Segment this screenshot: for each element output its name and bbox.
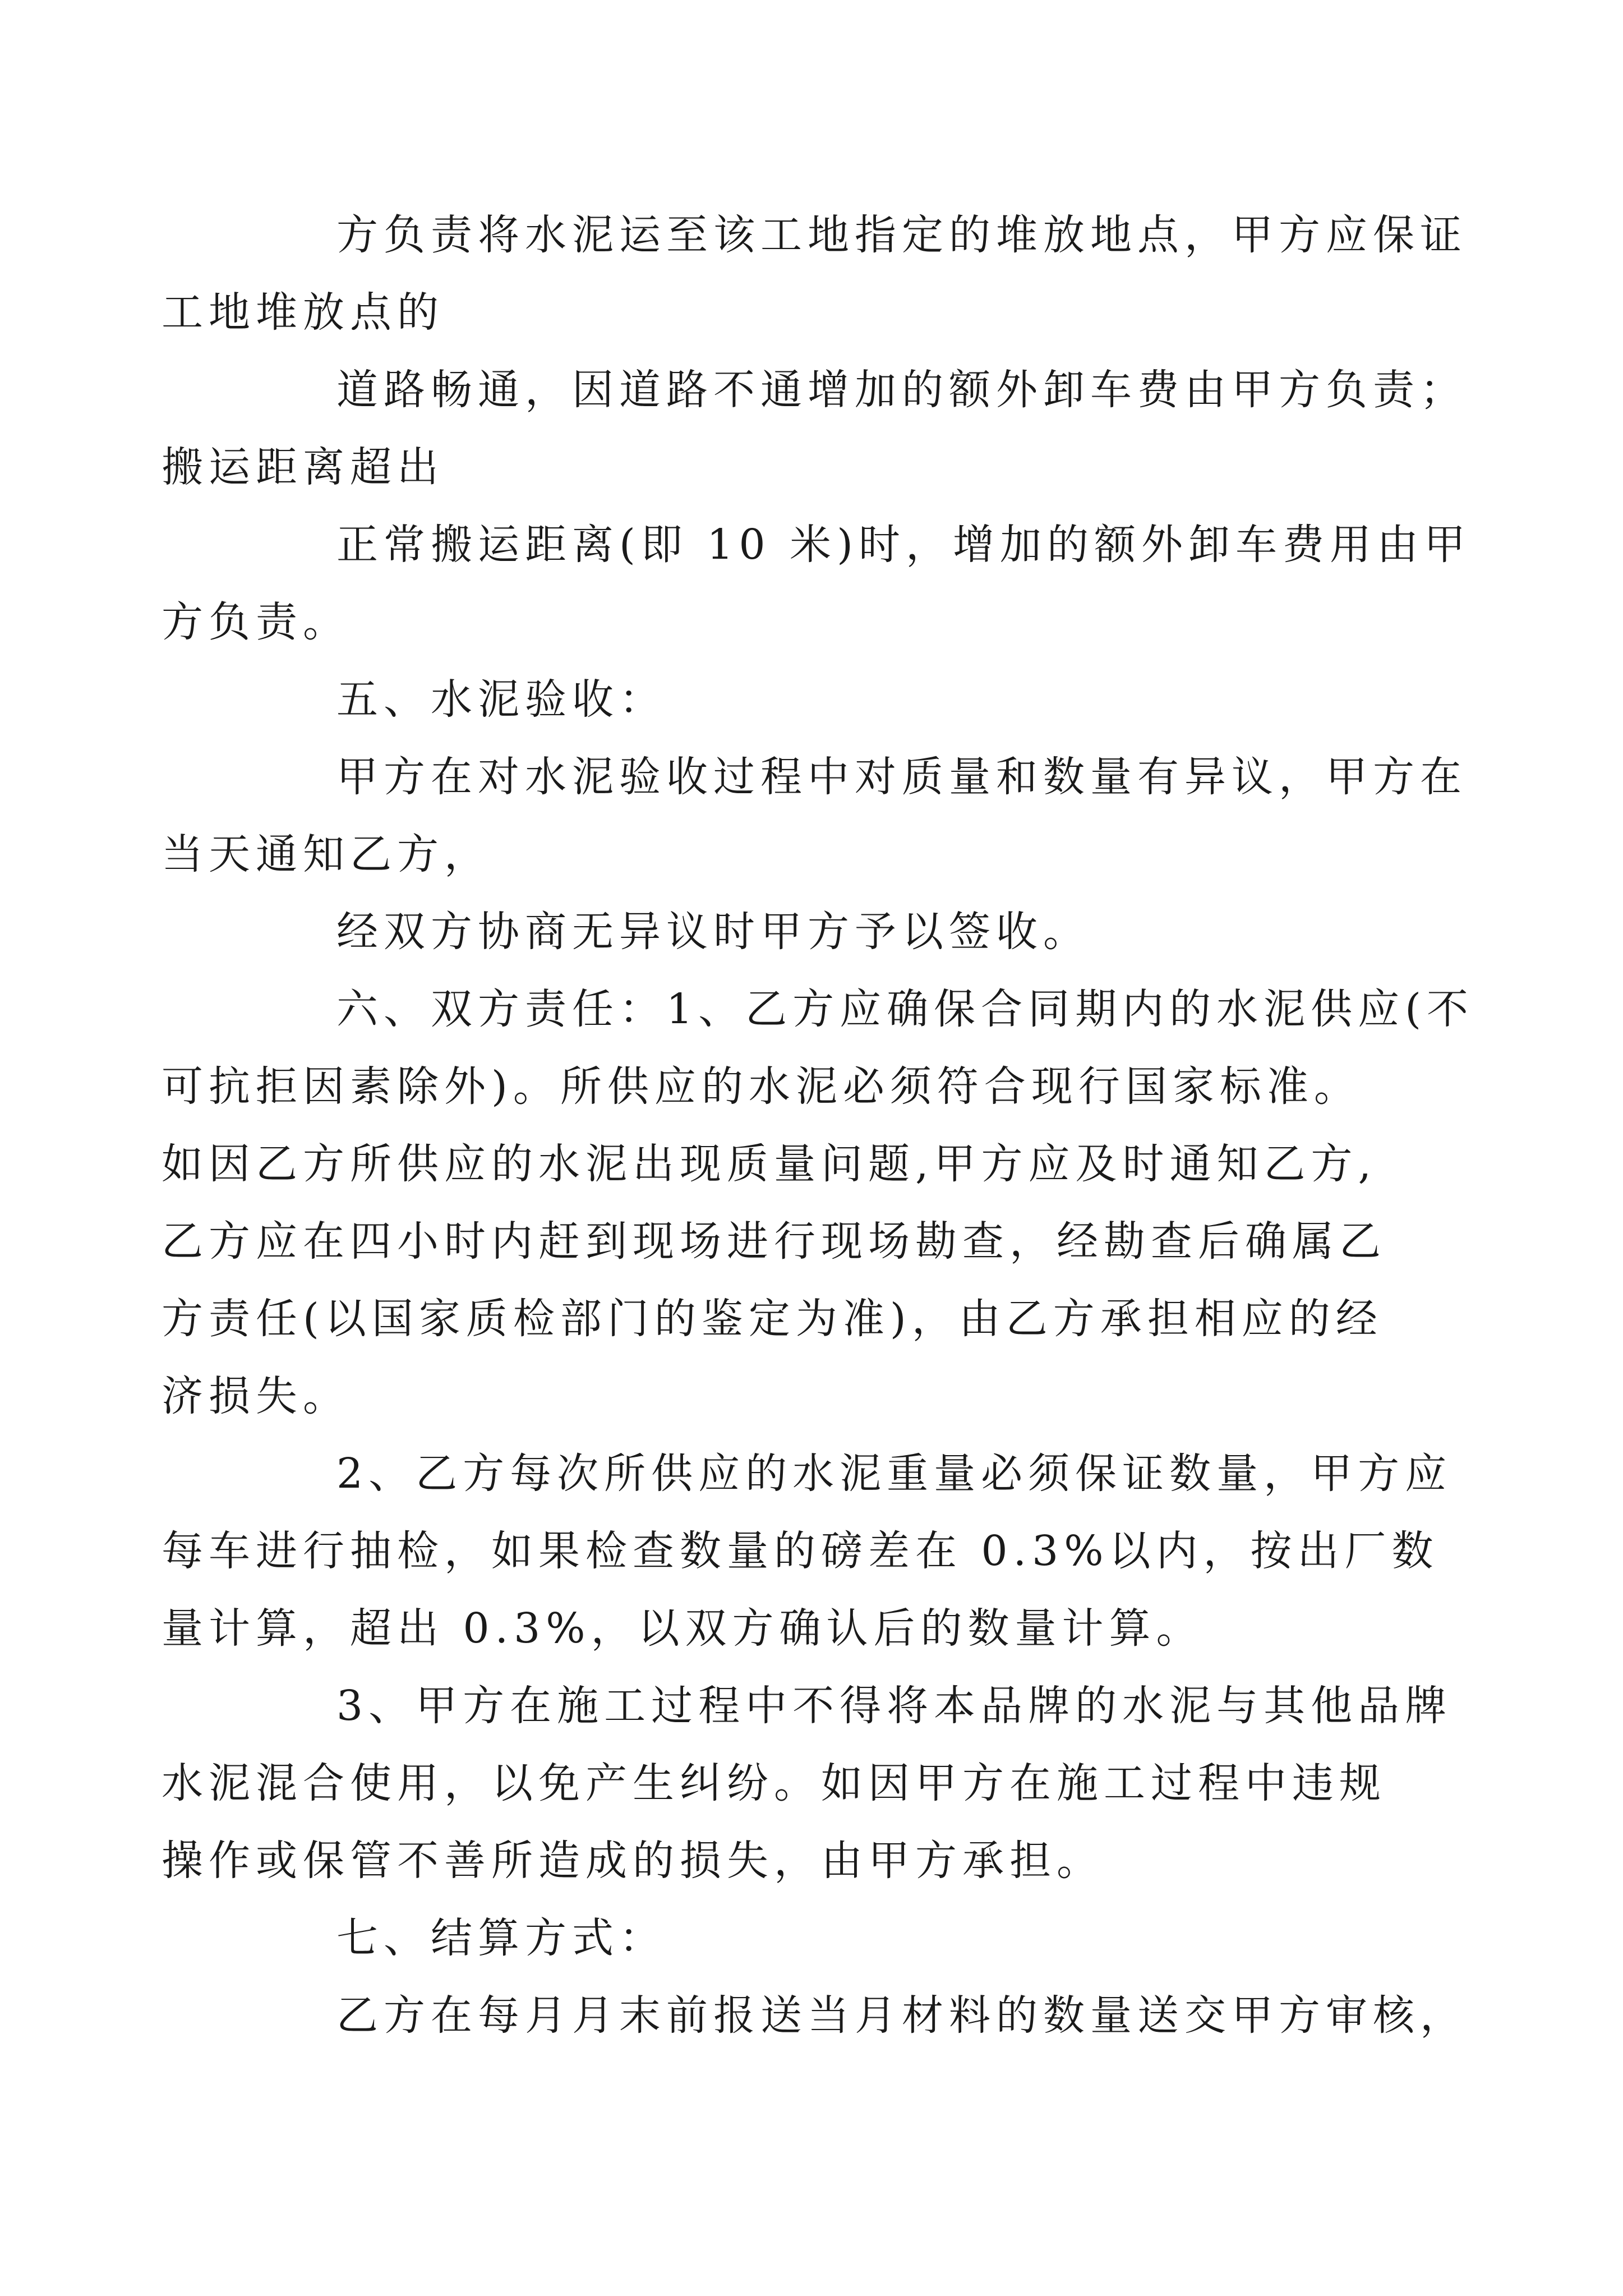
section-responsibilities-clause-1 [162,970,1474,1435]
text-line: 道路畅通，因道路不通增加的额外卸车费由甲方负责； [336,366,1467,414]
text-line: 七、结算方式： [336,1914,666,1962]
paragraph-carry-distance [162,506,1471,661]
text-line: 济损失。 [162,1372,350,1420]
document-body [162,196,1474,2054]
text-line: 方负责。 [162,598,350,646]
text-line: 六、双方责任：1、乙方应确保合同期内的水泥供应(不 [336,985,1474,1033]
text-line: 如因乙方所供应的水泥出现质量问题,甲方应及时通知乙方, [162,1140,1377,1188]
section-heading-acceptance [249,661,1382,738]
text-line: 方责任(以国家质检部门的鉴定为准)，由乙方承担相应的经 [162,1295,1383,1343]
text-line: 操作或保管不善所造成的损失，由甲方承担。 [162,1837,1104,1885]
text-line: 量计算，超出 0.3%，以双方确认后的数量计算。 [162,1604,1204,1653]
text-line: 3、甲方在施工过程中不得将本品牌的水泥与其他品牌 [336,1682,1453,1730]
text-line: 当天通知乙方， [162,830,491,878]
paragraph-acceptance-signoff [249,893,1382,970]
text-line: 工地堆放点的 [162,288,444,337]
text-line: 乙方应在四小时内赶到现场进行现场勘查，经勘查后确属乙 [162,1217,1386,1266]
text-line: 可抗拒因素除外)。所供应的水泥必须符合现行国家标准。 [162,1062,1361,1111]
paragraph-settlement-report [249,1977,1467,2054]
text-line: 2、乙方每次所供应的水泥重量必须保证数量，甲方应 [336,1450,1453,1498]
responsibilities-clause-2 [162,1435,1453,1667]
text-line: 搬运距离超出 [162,443,444,491]
responsibilities-clause-3 [162,1667,1453,1899]
text-line: 水泥混合使用，以免产生纠纷。如因甲方在施工过程中违规 [162,1759,1386,1807]
paragraph-road-access [162,351,1467,506]
paragraph-delivery-location [162,196,1467,351]
text-line: 乙方在每月月末前报送当月材料的数量送交甲方审核， [336,1991,1467,2040]
section-heading-settlement [249,1899,1382,1977]
text-line: 甲方在对水泥验收过程中对质量和数量有异议，甲方在 [336,753,1467,801]
paragraph-acceptance-objection [162,738,1467,893]
text-line: 经双方协商无异议时甲方予以签收。 [336,908,1090,956]
text-line: 方负责将水泥运至该工地指定的堆放地点，甲方应保证 [336,211,1467,259]
text-line: 正常搬运距离(即 10 米)时，增加的额外卸车费用由甲 [336,521,1471,569]
text-line: 五、水泥验收： [336,675,666,724]
text-line: 每车进行抽检，如果检查数量的磅差在 0.3%以内，按出厂数 [162,1527,1439,1575]
